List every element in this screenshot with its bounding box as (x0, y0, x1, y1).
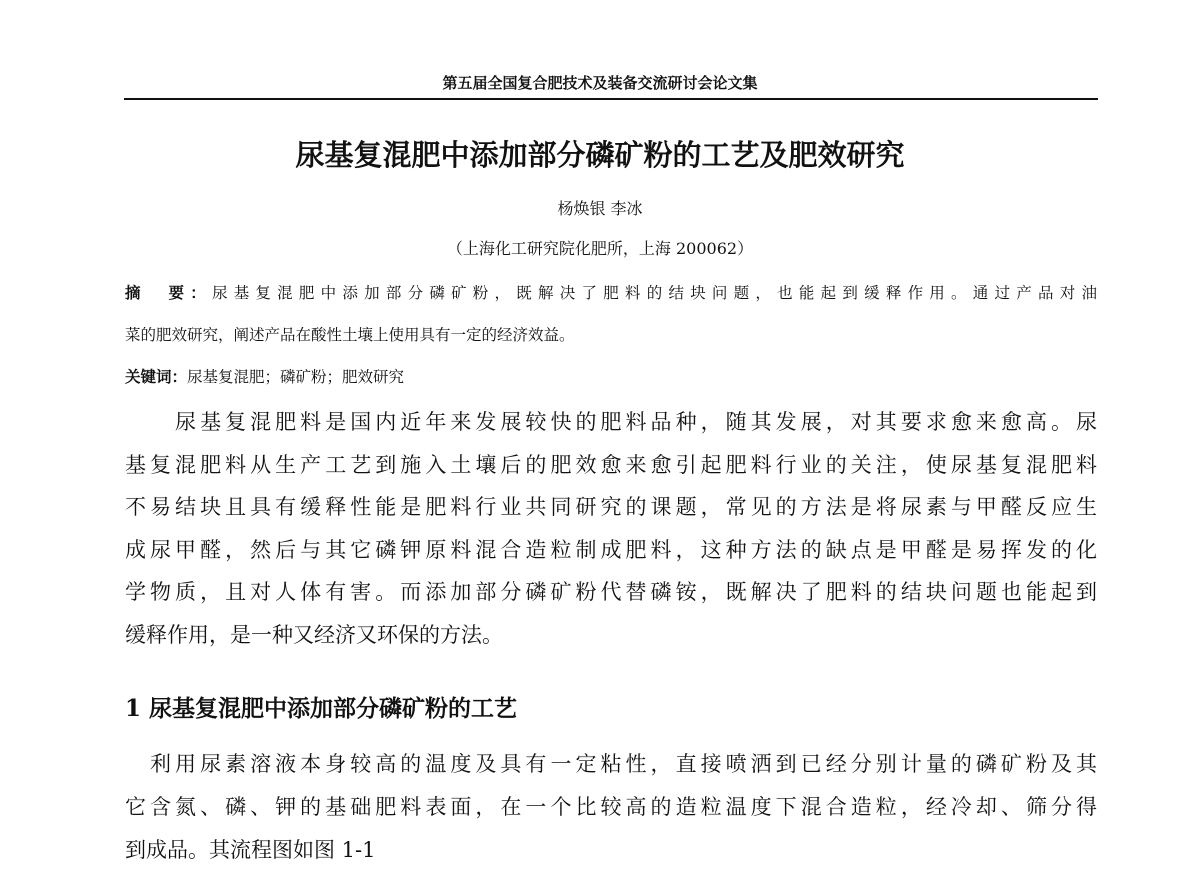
body-line: 缓释作用，是一种又经济又环保的方法。 (125, 623, 503, 647)
body-line: 不易结块且具有缓释性能是肥料行业共同研究的课题，常见的方法是将尿素与甲醛反应生 (125, 495, 1097, 519)
body-line: 基复混肥料从生产工艺到施入土壤后的肥效愈来愈引起肥料行业的关注，使尿基复混肥料 (125, 453, 1097, 477)
keywords-text: 尿基复混肥；磷矿粉；肥效研究 (187, 368, 405, 386)
body-line: 到成品。其流程图如图 1-1 (125, 838, 376, 862)
header-rule (124, 98, 1098, 100)
running-header: 第五届全国复合肥技术及装备交流研讨会论文集 (442, 74, 758, 92)
paper-title: 尿基复混肥中添加部分磷矿粉的工艺及肥效研究 (295, 138, 905, 172)
abstract-label: 摘 要： (125, 284, 212, 302)
body-line: 尿基复混肥料是国内近年来发展较快的肥料品种，随其发展，对其要求愈来愈高。尿 (125, 410, 1097, 434)
body-line: 学物质，且对人体有害。而添加部分磷矿粉代替磷铵，既解决了肥料的结块问题也能起到 (125, 580, 1097, 604)
affiliation: （上海化工研究院化肥所，上海 200062） (446, 239, 754, 258)
body-line: 成尿甲醛，然后与其它磷钾原料混合造粒制成肥料，这种方法的缺点是甲醛是易挥发的化 (125, 538, 1097, 562)
keywords-label: 关键词： (125, 368, 188, 386)
abstract-line: 菜的肥效研究，阐述产品在酸性土壤上使用具有一定的经济效益。 (125, 326, 575, 344)
keywords-line (125, 365, 1097, 387)
abstract-line: 摘 要：尿基复混肥中添加部分磷矿粉，既解决了肥料的结块问题，也能起到缓释作用。通过产品对油 (125, 284, 1097, 302)
section-heading: 1 尿基复混肥中添加部分磷矿粉的工艺 (125, 695, 518, 722)
authors: 杨焕银 李冰 (557, 199, 643, 218)
body-line: 利用尿素溶液本身较高的温度及具有一定粘性，直接喷洒到已经分别计量的磷矿粉及其 (125, 752, 1097, 776)
body-line: 它含氮、磷、钾的基础肥料表面，在一个比较高的造粒温度下混合造粒，经冷却、筛分得 (125, 795, 1097, 819)
